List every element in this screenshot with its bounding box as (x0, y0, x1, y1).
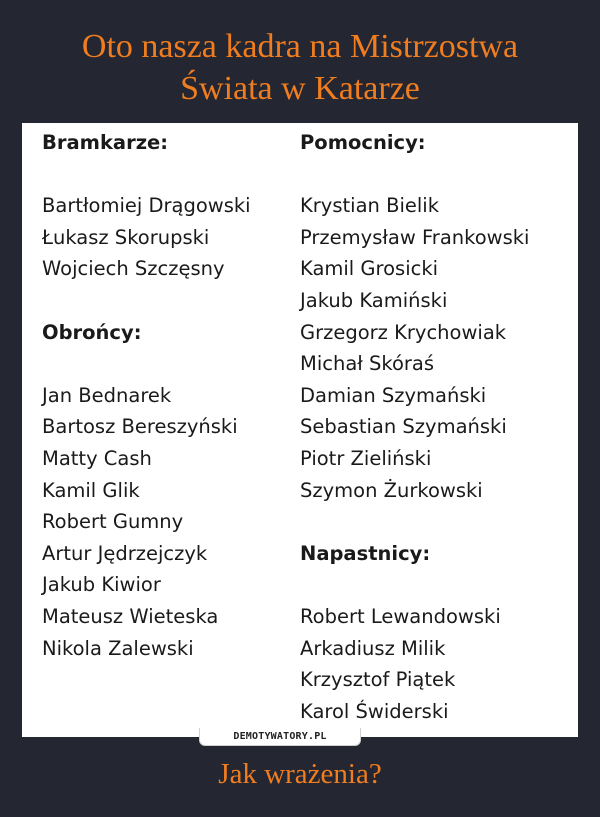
midfielder-name: Michał Skóraś (300, 352, 435, 376)
midfielder-name: Jakub Kamiński (300, 288, 448, 312)
forwards-heading: Napastnicy: (300, 541, 431, 565)
spacer (42, 348, 251, 380)
defender-name: Kamil Glik (42, 478, 140, 502)
midfielder-name: Szymon Żurkowski (300, 478, 483, 502)
defender-name: Matty Cash (42, 446, 152, 470)
midfielder-name: Krystian Bielik (300, 194, 439, 218)
watermark-tab: DEMOTYWATORY.PL (199, 728, 361, 746)
forward-name: Krzysztof Piątek (300, 668, 456, 692)
meme-title-line-2: Świata w Katarze (180, 70, 420, 107)
squad-column-left (42, 127, 251, 664)
spacer (42, 285, 251, 317)
forward-name: Arkadiusz Milik (300, 636, 446, 660)
defender-name: Mateusz Wieteska (42, 604, 219, 628)
goalkeepers-heading: Bramkarze: (42, 131, 169, 154)
spacer (42, 159, 251, 191)
midfielder-name: Przemysław Frankowski (300, 225, 530, 249)
forward-name: Karol Świderski (300, 699, 449, 723)
defender-name: Jakub Kiwior (42, 573, 161, 597)
goalkeeper-name: Wojciech Szczęsny (42, 257, 225, 281)
squad-column-right (300, 127, 529, 727)
spacer (300, 569, 529, 601)
midfielder-name: Damian Szymański (300, 383, 487, 407)
midfielder-name: Piotr Zieliński (300, 446, 432, 470)
goalkeeper-name: Bartłomiej Drągowski (42, 194, 251, 218)
defender-name: Jan Bednarek (42, 383, 172, 407)
squad-list-image (22, 123, 578, 737)
meme-caption: Jak wrażenia? (218, 758, 382, 790)
spacer (300, 159, 529, 191)
meme-title-line-1: Oto nasza kadra na Mistrzostwa (81, 28, 519, 65)
midfielder-name: Grzegorz Krychowiak (300, 320, 507, 344)
defender-name: Bartosz Bereszyński (42, 415, 238, 439)
goalkeeper-name: Łukasz Skorupski (42, 225, 210, 249)
forward-name: Robert Lewandowski (300, 604, 501, 628)
defender-name: Artur Jędrzejczyk (42, 541, 208, 565)
midfielder-name: Kamil Grosicki (300, 257, 439, 281)
spacer (300, 506, 529, 538)
midfielders-heading: Pomocnicy: (300, 131, 426, 154)
defender-name: Nikola Zalewski (42, 636, 194, 660)
defender-name: Robert Gumny (42, 510, 184, 534)
defenders-heading: Obrońcy: (42, 320, 142, 344)
midfielder-name: Sebastian Szymański (300, 415, 507, 439)
meme-title (0, 26, 600, 110)
